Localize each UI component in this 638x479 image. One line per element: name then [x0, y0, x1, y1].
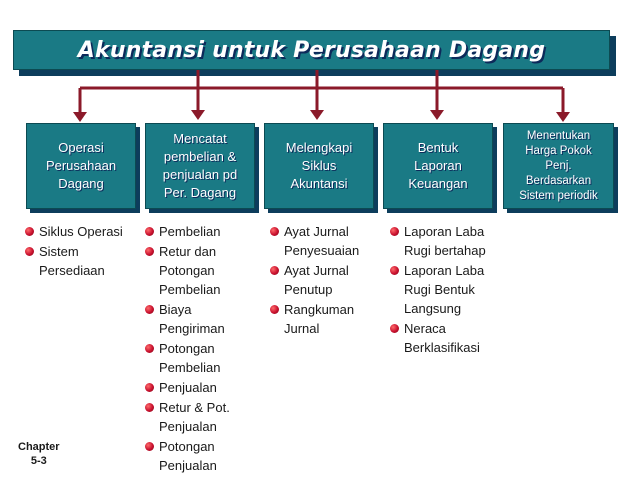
bullet-icon — [145, 383, 154, 392]
list-item: Potongan Pembelian — [145, 339, 230, 377]
bullet-icon — [145, 344, 154, 353]
list-item: Neraca Berklasifikasi — [390, 319, 486, 357]
box-label: Melengkapi Siklus Akuntansi — [285, 140, 353, 191]
box-mencatat-pembelian — [145, 123, 255, 209]
arrowhead-3 — [310, 110, 324, 120]
list-mencatat — [145, 222, 230, 476]
list-item: Penjualan — [145, 378, 230, 397]
bullet-icon — [145, 442, 154, 451]
arrowhead-1 — [73, 112, 87, 122]
bullet-icon — [270, 305, 279, 314]
list-item: Rangkuman Jurnal — [270, 300, 359, 338]
bullet-icon — [390, 266, 399, 275]
box-harga-pokok — [503, 123, 614, 209]
list-melengkapi — [270, 222, 359, 339]
list-item: Retur & Pot. Penjualan — [145, 398, 230, 436]
bullet-icon — [25, 247, 34, 256]
chapter-label: Chapter 5-3 — [18, 441, 60, 467]
arrowhead-4 — [430, 110, 444, 120]
box-bentuk-laporan — [383, 123, 493, 209]
diagram-title: Akuntansi untuk Perusahaan Dagang — [77, 37, 546, 63]
list-item: Potongan Penjualan — [145, 437, 230, 475]
list-item: Ayat Jurnal Penutup — [270, 261, 359, 299]
list-operasi — [25, 222, 123, 281]
bullet-icon — [145, 305, 154, 314]
list-item: Sistem Persediaan — [25, 242, 123, 280]
bullet-icon — [25, 227, 34, 236]
list-bentuk-laporan — [390, 222, 486, 358]
list-item: Pembelian — [145, 222, 230, 241]
bullet-icon — [145, 403, 154, 412]
bullet-icon — [270, 227, 279, 236]
list-item: Retur dan Potongan Pembelian — [145, 242, 230, 299]
list-item: Laporan Laba Rugi bertahap — [390, 222, 486, 260]
box-melengkapi-siklus — [264, 123, 374, 209]
bullet-icon — [145, 227, 154, 236]
bullet-icon — [145, 247, 154, 256]
box-label: Bentuk Laporan Keuangan — [408, 140, 468, 191]
bullet-icon — [390, 227, 399, 236]
list-item: Biaya Pengiriman — [145, 300, 230, 338]
bullet-icon — [270, 266, 279, 275]
box-label: Menentukan Harga Pokok Penj. Berdasarkan Sistem periodik — [519, 129, 598, 202]
box-operasi-perusahaan — [26, 123, 136, 209]
arrowhead-2 — [191, 110, 205, 120]
list-item: Laporan Laba Rugi Bentuk Langsung — [390, 261, 486, 318]
bullet-icon — [390, 324, 399, 333]
arrowhead-5 — [556, 112, 570, 122]
list-item: Ayat Jurnal Penyesuaian — [270, 222, 359, 260]
box-label: Operasi Perusahaan Dagang — [45, 140, 117, 191]
box-label: Mencatat pembelian & penjualan pd Per. Dagang — [162, 131, 238, 200]
list-item: Siklus Operasi — [25, 222, 123, 241]
